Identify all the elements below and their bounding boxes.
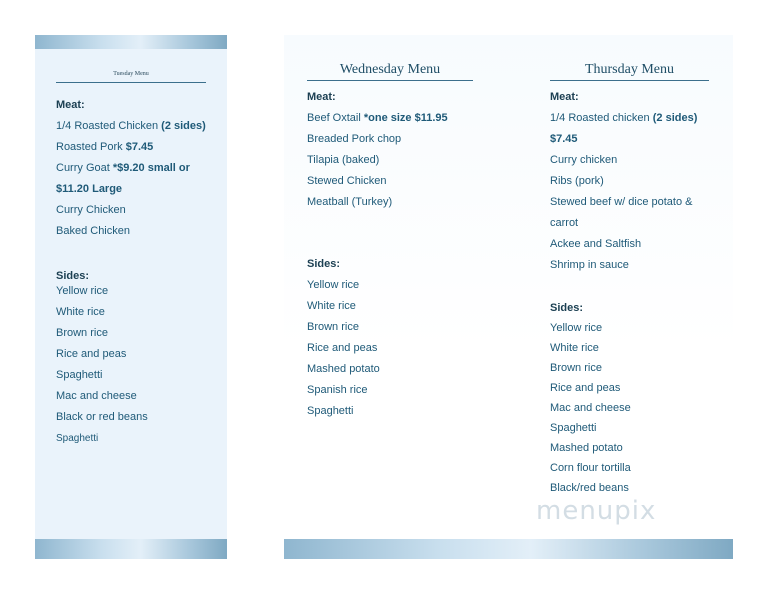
list-item: carrot [550, 217, 579, 229]
wednesday-title: Wednesday Menu [339, 62, 441, 77]
list-item: White rice [307, 300, 356, 312]
list-item: Curry Chicken [56, 204, 126, 216]
title-rule [56, 82, 206, 83]
list-item: Curry chicken [550, 154, 618, 166]
thursday-header [550, 61, 709, 81]
list-item: 1/4 Roasted Chicken (2 sides) [56, 120, 206, 132]
list-item: Rice and peas [550, 382, 621, 394]
list-item: $7.45 [550, 133, 578, 145]
tuesday-menu [56, 70, 206, 83]
list-item: $11.20 Large [56, 183, 123, 195]
bottom-band [284, 539, 733, 559]
list-item: Spaghetti [56, 433, 99, 444]
tuesday-sides-list [56, 266, 226, 449]
sides-label: Sides: [307, 258, 341, 270]
list-item: Brown rice [307, 321, 359, 333]
list-item: Stewed beef w/ dice potato & [550, 196, 693, 208]
wednesday-header [307, 61, 473, 81]
list-item: White rice [56, 306, 105, 318]
watermark-logo: menupix [536, 496, 657, 526]
sides-label: Sides: [56, 270, 90, 282]
list-item: Spanish rice [307, 384, 368, 396]
meat-label: Meat: [550, 91, 579, 103]
list-item: Ribs (pork) [550, 175, 604, 187]
list-item: Beef Oxtail *one size $11.95 [307, 112, 448, 124]
list-item: Ackee and Saltfish [550, 238, 642, 250]
list-item: Baked Chicken [56, 225, 130, 237]
list-item: Mac and cheese [550, 402, 631, 414]
list-item: Spaghetti [550, 422, 597, 434]
bottom-band [35, 539, 227, 559]
list-item: Brown rice [56, 327, 108, 339]
list-item: Spaghetti [56, 369, 103, 381]
top-band [35, 35, 227, 49]
meat-label: Meat: [307, 91, 336, 103]
list-item: Black or red beans [56, 411, 148, 423]
title-rule [550, 80, 709, 81]
sides-label: Sides: [550, 302, 584, 314]
list-item: Roasted Pork $7.45 [56, 141, 154, 153]
list-item: Rice and peas [56, 348, 127, 360]
list-item: Mashed potato [550, 442, 623, 454]
list-item: Mashed potato [307, 363, 380, 375]
list-item: Shrimp in sauce [550, 259, 629, 271]
list-item: Curry Goat *$9.20 small or [56, 162, 190, 174]
list-item: Yellow rice [307, 279, 360, 291]
wednesday-sides-list [307, 254, 517, 422]
list-item: Spaghetti [307, 405, 354, 417]
list-item: Brown rice [550, 362, 602, 374]
thursday-sides-list [550, 298, 730, 498]
wednesday-meat-list [307, 87, 517, 213]
list-item: Meatball (Turkey) [307, 196, 393, 208]
list-item: Breaded Pork chop [307, 133, 402, 145]
list-item: Stewed Chicken [307, 175, 387, 187]
list-item: Black/red beans [550, 482, 629, 494]
list-item: Yellow rice [56, 285, 109, 297]
thursday-meat-list [550, 87, 730, 276]
list-item: Mac and cheese [56, 390, 137, 402]
title-rule [307, 80, 473, 81]
tuesday-meat-list [56, 95, 226, 242]
list-item: Tilapia (baked) [307, 154, 380, 166]
list-item: Corn flour tortilla [550, 462, 631, 474]
meat-label: Meat: [56, 99, 85, 111]
list-item: White rice [550, 342, 599, 354]
thursday-title: Thursday Menu [584, 62, 675, 77]
list-item: 1/4 Roasted chicken (2 sides) [550, 112, 698, 124]
list-item: Yellow rice [550, 322, 603, 334]
tuesday-title: Tuesday Menu [113, 71, 149, 77]
list-item: Rice and peas [307, 342, 378, 354]
